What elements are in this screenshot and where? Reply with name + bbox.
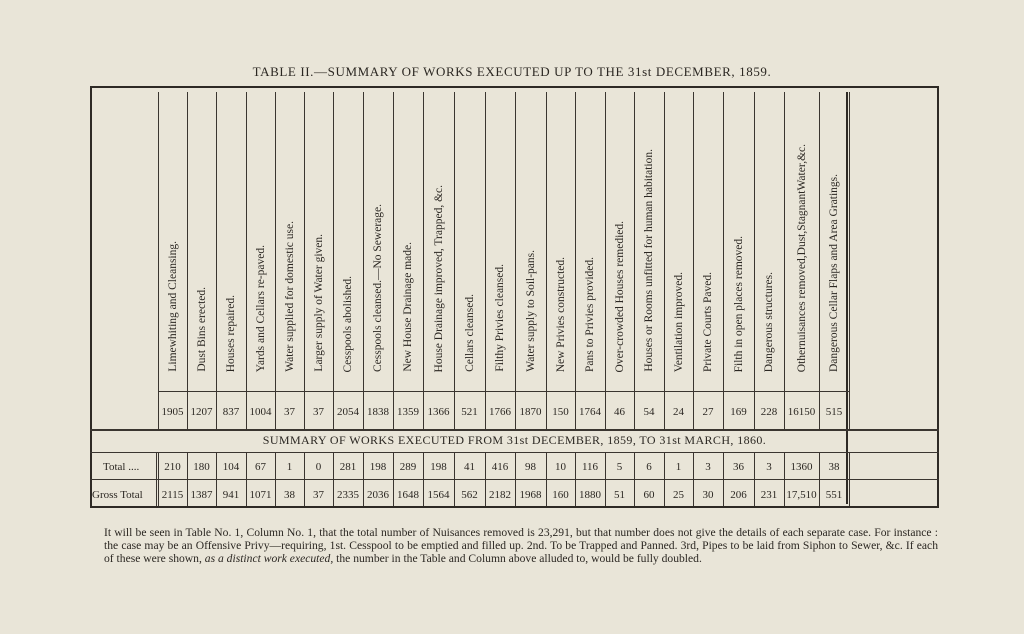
column-header: Cesspools abolished. bbox=[342, 275, 354, 372]
table-cell-1859: 837 bbox=[222, 406, 240, 418]
column-header: Larger supply of Water given. bbox=[312, 234, 325, 372]
table-cell-1859: 1004 bbox=[249, 406, 272, 418]
table-cell-total: 3 bbox=[705, 461, 711, 473]
table-cell-gross-total: 30 bbox=[702, 489, 714, 501]
table-cell-1859: 16150 bbox=[787, 406, 816, 418]
table-cell-total: 67 bbox=[255, 461, 266, 473]
table-cell-total: 1 bbox=[675, 461, 682, 473]
column-header: Cesspools cleansed.—No Sewerage. bbox=[372, 204, 384, 372]
table-cell-1859: 37 bbox=[284, 406, 295, 418]
table-cell-1859: 228 bbox=[760, 406, 778, 418]
column-header: Yards and Cellars re-paved. bbox=[254, 244, 267, 372]
column-divider bbox=[605, 92, 606, 430]
column-divider bbox=[546, 92, 547, 430]
column-divider bbox=[454, 92, 455, 430]
column-divider bbox=[784, 92, 785, 430]
column-divider bbox=[515, 92, 516, 430]
table-cell-total: 180 bbox=[193, 461, 210, 473]
table-cell-total: 210 bbox=[164, 461, 181, 473]
table-cell-total: 1 bbox=[286, 461, 293, 473]
table-cell-total: 1360 bbox=[790, 461, 813, 473]
table-cell-gross-total: 1648 bbox=[397, 489, 419, 501]
table-cell-gross-total: 1387 bbox=[190, 489, 213, 501]
table-cell-gross-total: 51 bbox=[614, 489, 625, 501]
table-cell-1859: 1838 bbox=[367, 406, 389, 418]
table-cell-1859: 1366 bbox=[427, 406, 450, 418]
column-divider bbox=[363, 92, 364, 430]
column-divider bbox=[754, 92, 755, 430]
table-cell-total: 3 bbox=[766, 461, 772, 473]
table-cell-total: 36 bbox=[733, 461, 744, 473]
table-cell-1859: 1359 bbox=[397, 406, 419, 418]
footnote-emphasis: as a distinct work executed, bbox=[204, 552, 334, 566]
table-cell-gross-total: 1968 bbox=[519, 489, 542, 501]
table-cell-gross-total: 60 bbox=[643, 489, 655, 501]
column-header: Dangerous structures. bbox=[763, 271, 775, 372]
table-cell-total: 10 bbox=[555, 461, 566, 473]
table-cell-gross-total: 206 bbox=[730, 489, 747, 501]
table-cell-total: 281 bbox=[339, 461, 357, 473]
table-cell-1859: 515 bbox=[825, 406, 843, 418]
column-divider bbox=[485, 92, 486, 430]
table-cell-1859: 1905 bbox=[161, 406, 184, 418]
footnote bbox=[104, 526, 938, 566]
column-header: Cellars cleansed. bbox=[463, 294, 476, 372]
column-divider bbox=[819, 92, 820, 430]
table-cell-total: 5 bbox=[616, 461, 623, 473]
section-rule bbox=[90, 429, 939, 431]
table-cell-1859: 1766 bbox=[489, 406, 511, 418]
table-cell-gross-total: 231 bbox=[760, 489, 778, 501]
table-cell-gross-total: 1564 bbox=[427, 489, 450, 501]
column-divider bbox=[849, 92, 850, 430]
column-divider bbox=[423, 92, 424, 430]
table-cell-gross-total: 160 bbox=[552, 489, 569, 501]
table-cell-gross-total: 38 bbox=[284, 489, 295, 501]
column-header: Private Courts Paved. bbox=[702, 272, 714, 372]
table-cell-total: 289 bbox=[399, 461, 417, 473]
column-header: House Drainage improved, Trapped, &c. bbox=[432, 184, 445, 372]
table-cell-total: 116 bbox=[581, 461, 599, 473]
table-cell-total: 6 bbox=[646, 461, 652, 473]
column-header: Dangerous Cellar Flaps and Area Gratings. bbox=[828, 173, 840, 372]
table-cell-gross-total: 2182 bbox=[489, 489, 511, 501]
table-cell-1859: 37 bbox=[313, 406, 324, 418]
table-cell-1859: 1764 bbox=[579, 406, 601, 418]
column-header: New Privies constructed. bbox=[554, 256, 567, 372]
table-cell-total: 198 bbox=[369, 461, 387, 473]
column-header: Houses or Rooms unfitted for human habitation. bbox=[643, 149, 655, 372]
label-divider bbox=[156, 452, 157, 506]
column-header: Ventilation improved. bbox=[672, 271, 685, 372]
table-cell-total: 416 bbox=[491, 461, 509, 473]
column-header: Over-crowded Houses remedied. bbox=[613, 220, 626, 372]
gross-total-row-label: Gross Total bbox=[92, 489, 143, 501]
table-cell-total: 0 bbox=[315, 461, 322, 473]
table-cell-gross-total: 17,510 bbox=[786, 489, 817, 501]
table-cell-1859: 1870 bbox=[519, 406, 542, 418]
column-divider bbox=[246, 92, 247, 430]
table-cell-total: 38 bbox=[828, 461, 840, 473]
total-row-label: Total .... bbox=[103, 461, 140, 473]
table-cell-1859: 521 bbox=[461, 406, 478, 418]
table-cell-gross-total: 562 bbox=[461, 489, 478, 501]
table-cell-1859: 46 bbox=[614, 406, 625, 418]
column-divider bbox=[216, 92, 217, 430]
table-cell-1859: 1207 bbox=[190, 406, 213, 418]
table-cell-gross-total: 25 bbox=[673, 489, 684, 501]
footnote-text: It will be seen in Table No. 1, Column No. 1, that the total number of Nuisances removed is 23,291, but that number does not give the details of each separate case. For instance : the case may be an Offensive Privy—requiring, 1st. Cesspool to be emptied and filled up. 2nd. To be Trapped and Panned. 3rd, Pipes to be laid from Siphon to Sewer, &c. If each of these were shown, bbox=[104, 525, 938, 566]
column-header: Dust Bins erected. bbox=[195, 287, 208, 372]
table-cell-gross-total: 1071 bbox=[249, 489, 272, 501]
column-divider bbox=[304, 92, 305, 430]
column-divider bbox=[634, 92, 635, 430]
column-divider bbox=[393, 92, 394, 430]
column-divider bbox=[158, 92, 159, 430]
column-divider bbox=[723, 92, 724, 430]
table-cell-1859: 24 bbox=[673, 406, 684, 418]
table-cell-gross-total: 1880 bbox=[579, 489, 601, 501]
table-cell-1859: 27 bbox=[702, 406, 714, 418]
column-header: Filth in open places removed. bbox=[732, 235, 745, 372]
column-divider bbox=[333, 92, 334, 430]
table-cell-total: 41 bbox=[464, 461, 475, 473]
summary-title: SUMMARY OF WORKS EXECUTED FROM 31st DECEMBER, 1859, TO 31st MARCH, 1860. bbox=[262, 433, 767, 447]
table-title: TABLE II.—SUMMARY OF WORKS EXECUTED UP TO THE 31st DECEMBER, 1859. bbox=[252, 64, 772, 79]
table-cell-total: 198 bbox=[430, 461, 447, 473]
column-divider bbox=[575, 92, 576, 430]
column-header: Water supply to Soil-pans. bbox=[524, 250, 537, 372]
column-header: Pans to Privies provided. bbox=[584, 257, 596, 372]
table-cell-gross-total: 2036 bbox=[367, 489, 389, 501]
column-header: Filthy Privies cleansed. bbox=[494, 264, 506, 372]
column-header: Houses repaired. bbox=[225, 294, 237, 372]
column-header: Water supplied for domestic use. bbox=[283, 221, 296, 372]
table-cell-total: 98 bbox=[525, 461, 536, 473]
table-cell-1859: 150 bbox=[552, 406, 569, 418]
total-rule bbox=[90, 479, 939, 480]
table-cell-total: 104 bbox=[222, 461, 240, 473]
column-header: New House Drainage made. bbox=[402, 242, 414, 372]
table-cell-gross-total: 941 bbox=[222, 489, 240, 501]
column-header: Limewhiting and Cleansing. bbox=[166, 241, 179, 372]
table-cell-1859: 169 bbox=[730, 406, 747, 418]
column-divider bbox=[693, 92, 694, 430]
footnote-text-end: the number in the Table and Column above alluded to, would be fully doubled. bbox=[333, 552, 702, 566]
table-cell-gross-total: 551 bbox=[825, 489, 843, 501]
summary-rule bbox=[90, 452, 939, 453]
column-divider bbox=[275, 92, 276, 430]
header-rule bbox=[158, 391, 849, 392]
column-divider bbox=[187, 92, 188, 430]
table-cell-gross-total: 2335 bbox=[337, 489, 359, 501]
table-cell-1859: 54 bbox=[643, 406, 655, 418]
column-divider bbox=[664, 92, 665, 430]
table-cell-1859: 2054 bbox=[337, 406, 359, 418]
table-cell-gross-total: 37 bbox=[313, 489, 324, 501]
column-header: Othernuisances removed,Dust,StagnantWater,&c. bbox=[795, 143, 808, 372]
table-cell-gross-total: 2115 bbox=[161, 489, 184, 501]
